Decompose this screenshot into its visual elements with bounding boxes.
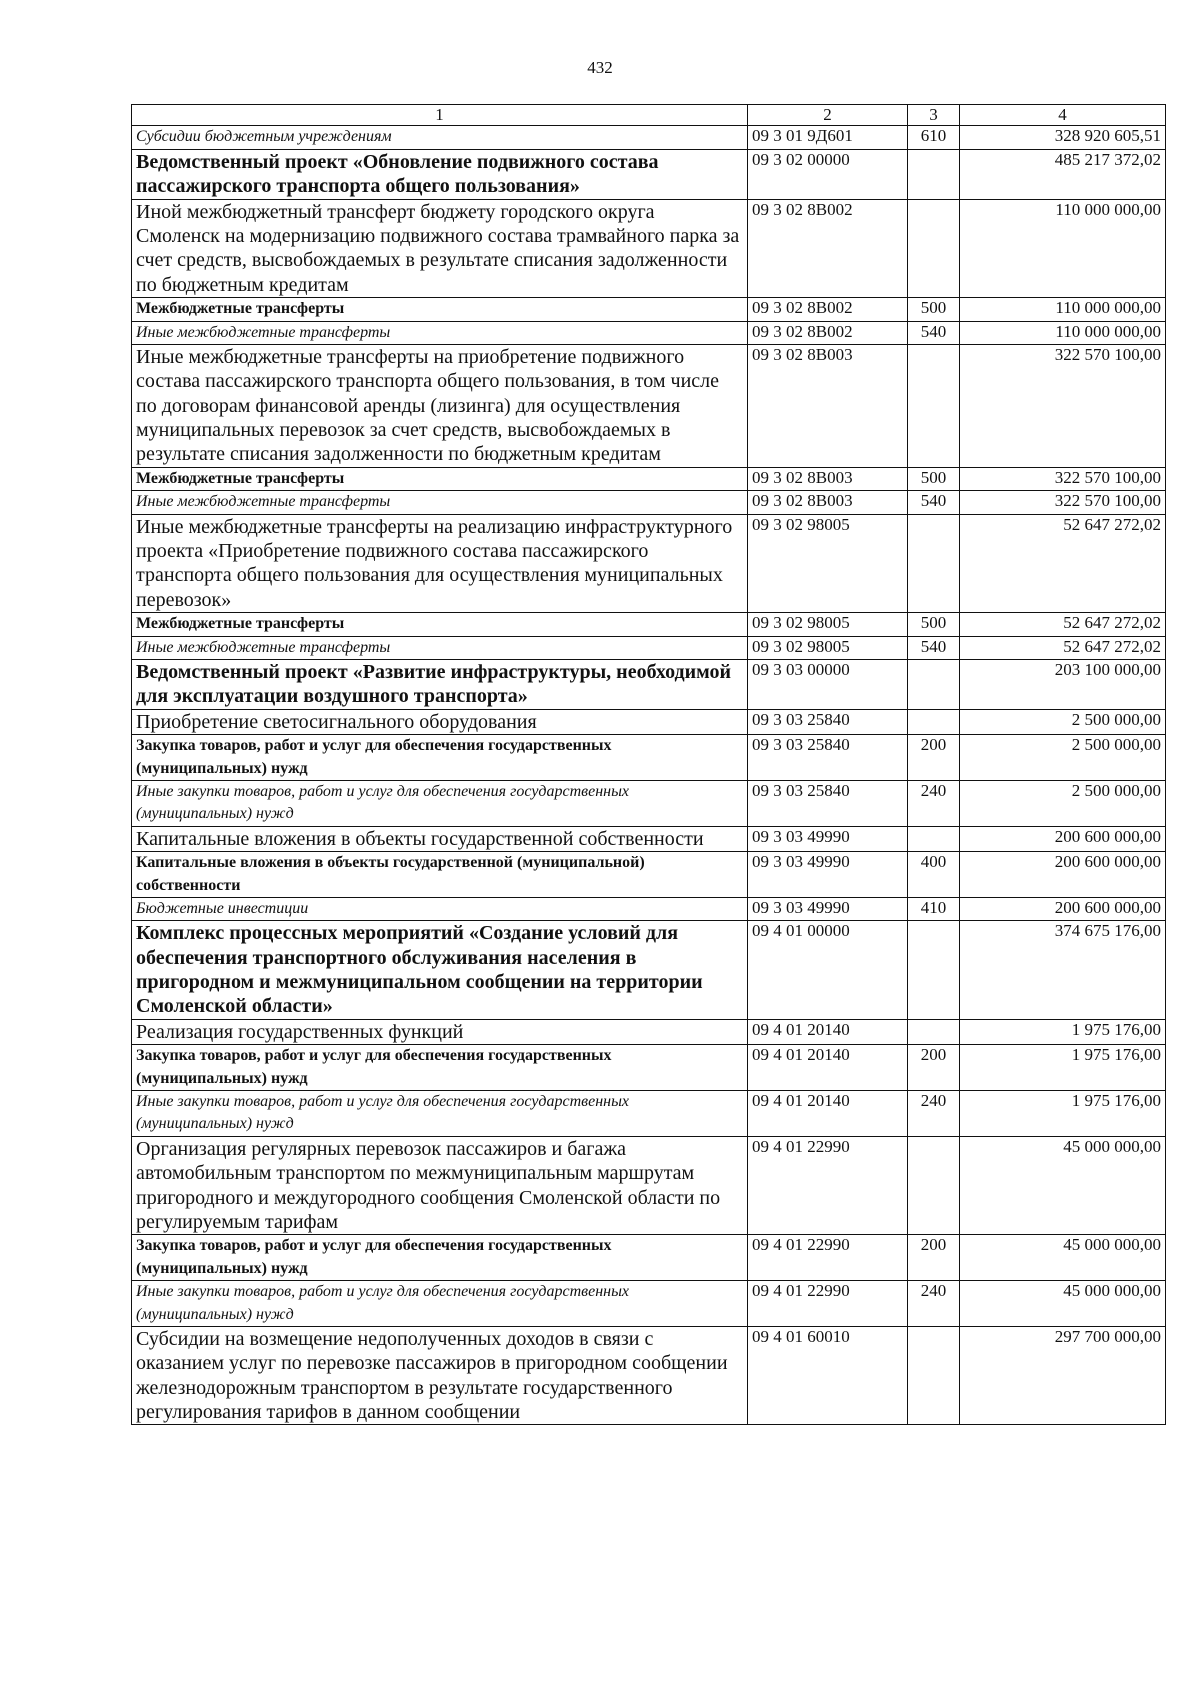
row-amount-cell: 52 647 272,02 (960, 613, 1166, 636)
table-header-row (132, 105, 1166, 126)
table-row (132, 709, 1166, 734)
table-row (132, 1136, 1166, 1235)
row-code-cell: 09 4 01 00000 (748, 921, 908, 1020)
row-amount-cell: 374 675 176,00 (960, 921, 1166, 1020)
row-kind-cell: 410 (908, 897, 960, 920)
row-code-cell: 09 3 02 98005 (748, 514, 908, 613)
row-kind-cell (908, 921, 960, 1020)
row-name-cell: Ведомственный проект «Развитие инфраструктуры, необходимой для эксплуатации воздушного транспорта» (132, 659, 748, 709)
row-code-cell: 09 3 02 8В002 (748, 199, 908, 298)
row-kind-cell (908, 149, 960, 199)
row-name-cell: Субсидии на возмещение недополученных доходов в связи с оказанием услуг по перевозке пассажиров в пригородном сообщении железнодорожным транспортом в результате государственного регулирования тарифов в данном сообщении (132, 1326, 748, 1425)
row-name-cell: Иные межбюджетные трансферты (132, 636, 748, 659)
row-code-cell: 09 4 01 20140 (748, 1091, 908, 1137)
row-kind-cell (908, 199, 960, 298)
row-amount-cell: 52 647 272,02 (960, 636, 1166, 659)
row-amount-cell: 322 570 100,00 (960, 491, 1166, 514)
row-name-cell: Иные закупки товаров, работ и услуг для обеспечения государственных (муниципальных) нужд (132, 1091, 748, 1137)
row-name-cell: Иные межбюджетные трансферты (132, 321, 748, 344)
row-code-cell: 09 3 02 8В003 (748, 467, 908, 490)
row-amount-cell: 2 500 000,00 (960, 735, 1166, 781)
row-name-cell: Иные межбюджетные трансферты (132, 491, 748, 514)
row-kind-cell: 540 (908, 636, 960, 659)
row-kind-cell: 240 (908, 1091, 960, 1137)
row-amount-cell: 1 975 176,00 (960, 1091, 1166, 1137)
row-name-cell: Межбюджетные трансферты (132, 613, 748, 636)
row-code-cell: 09 3 01 9Д601 (748, 126, 908, 149)
row-code-cell: 09 4 01 20140 (748, 1019, 908, 1044)
row-amount-cell: 110 000 000,00 (960, 321, 1166, 344)
row-amount-cell: 485 217 372,02 (960, 149, 1166, 199)
header-col-3: 3 (908, 105, 960, 126)
row-amount-cell: 2 500 000,00 (960, 709, 1166, 734)
row-code-cell: 09 3 03 49990 (748, 897, 908, 920)
row-amount-cell: 322 570 100,00 (960, 467, 1166, 490)
table-row (132, 514, 1166, 613)
row-code-cell: 09 4 01 22990 (748, 1136, 908, 1235)
table-row (132, 1045, 1166, 1091)
row-amount-cell: 200 600 000,00 (960, 897, 1166, 920)
table-row (132, 1091, 1166, 1137)
table-row (132, 467, 1166, 490)
table-row (132, 149, 1166, 199)
row-amount-cell: 45 000 000,00 (960, 1281, 1166, 1327)
row-code-cell: 09 3 02 8В003 (748, 344, 908, 467)
row-kind-cell: 500 (908, 613, 960, 636)
row-kind-cell: 400 (908, 852, 960, 898)
row-code-cell: 09 3 02 8В002 (748, 298, 908, 321)
row-kind-cell: 540 (908, 491, 960, 514)
table-row (132, 126, 1166, 149)
row-kind-cell (908, 1019, 960, 1044)
row-amount-cell: 200 600 000,00 (960, 852, 1166, 898)
row-kind-cell (908, 709, 960, 734)
row-amount-cell: 52 647 272,02 (960, 514, 1166, 613)
table-row (132, 298, 1166, 321)
row-name-cell: Иные межбюджетные трансферты на приобретение подвижного состава пассажирского транспорта общего пользования, в том числе по договорам финансовой аренды (лизинга) для осуществления муниципальных перевозок за счет средств, высвобождаемых в результате списания задолженности по бюджетным кредитам (132, 344, 748, 467)
row-code-cell: 09 3 03 25840 (748, 709, 908, 734)
row-name-cell: Организация регулярных перевозок пассажиров и багажа автомобильным транспортом по межмуниципальным маршрутам пригородного и междугородного сообщения Смоленской области по регулируемым тарифам (132, 1136, 748, 1235)
table-row (132, 852, 1166, 898)
row-kind-cell (908, 1326, 960, 1425)
row-code-cell: 09 4 01 22990 (748, 1235, 908, 1281)
table-row (132, 1019, 1166, 1044)
budget-table (131, 104, 1166, 1425)
table-row (132, 1281, 1166, 1327)
row-amount-cell: 1 975 176,00 (960, 1019, 1166, 1044)
row-code-cell: 09 3 03 49990 (748, 826, 908, 851)
row-amount-cell: 110 000 000,00 (960, 199, 1166, 298)
row-name-cell: Межбюджетные трансферты (132, 298, 748, 321)
table-row (132, 1326, 1166, 1425)
table-row (132, 659, 1166, 709)
table-row (132, 826, 1166, 851)
row-name-cell: Закупка товаров, работ и услуг для обеспечения государственных (муниципальных) нужд (132, 1235, 748, 1281)
table-row (132, 636, 1166, 659)
row-name-cell: Комплекс процессных мероприятий «Создание условий для обеспечения транспортного обслуживания населения в пригородном и межмуниципальном сообщении на территории Смоленской области» (132, 921, 748, 1020)
table-row (132, 321, 1166, 344)
row-kind-cell: 240 (908, 1281, 960, 1327)
row-name-cell: Субсидии бюджетным учреждениям (132, 126, 748, 149)
page-number: 432 (587, 58, 613, 77)
row-kind-cell (908, 344, 960, 467)
row-amount-cell: 322 570 100,00 (960, 344, 1166, 467)
row-name-cell: Приобретение светосигнального оборудования (132, 709, 748, 734)
row-name-cell: Реализация государственных функций (132, 1019, 748, 1044)
table-row (132, 735, 1166, 781)
row-amount-cell: 45 000 000,00 (960, 1136, 1166, 1235)
row-code-cell: 09 3 03 49990 (748, 852, 908, 898)
row-amount-cell: 110 000 000,00 (960, 298, 1166, 321)
table-row (132, 613, 1166, 636)
row-name-cell: Межбюджетные трансферты (132, 467, 748, 490)
row-code-cell: 09 3 02 00000 (748, 149, 908, 199)
table-row (132, 344, 1166, 467)
row-kind-cell: 610 (908, 126, 960, 149)
row-name-cell: Иные закупки товаров, работ и услуг для обеспечения государственных (муниципальных) нужд (132, 1281, 748, 1327)
row-name-cell: Капитальные вложения в объекты государственной (муниципальной) собственности (132, 852, 748, 898)
row-name-cell: Иные межбюджетные трансферты на реализацию инфраструктурного проекта «Приобретение подвижного состава пассажирского транспорта общего пользования для осуществления муниципальных перевозок» (132, 514, 748, 613)
row-kind-cell (908, 826, 960, 851)
row-code-cell: 09 3 02 8В002 (748, 321, 908, 344)
table-row (132, 491, 1166, 514)
row-kind-cell: 540 (908, 321, 960, 344)
row-name-cell: Закупка товаров, работ и услуг для обеспечения государственных (муниципальных) нужд (132, 735, 748, 781)
row-code-cell: 09 3 02 98005 (748, 613, 908, 636)
row-code-cell: 09 3 03 25840 (748, 780, 908, 826)
row-kind-cell: 240 (908, 780, 960, 826)
budget-table-body (132, 105, 1166, 1425)
table-row (132, 780, 1166, 826)
row-amount-cell: 297 700 000,00 (960, 1326, 1166, 1425)
row-amount-cell: 203 100 000,00 (960, 659, 1166, 709)
row-kind-cell (908, 659, 960, 709)
row-name-cell: Закупка товаров, работ и услуг для обеспечения государственных (муниципальных) нужд (132, 1045, 748, 1091)
row-kind-cell: 200 (908, 1045, 960, 1091)
row-name-cell: Иные закупки товаров, работ и услуг для обеспечения государственных (муниципальных) нужд (132, 780, 748, 826)
row-code-cell: 09 4 01 20140 (748, 1045, 908, 1091)
row-name-cell: Капитальные вложения в объекты государственной собственности (132, 826, 748, 851)
row-kind-cell: 500 (908, 298, 960, 321)
row-code-cell: 09 3 02 8В003 (748, 491, 908, 514)
row-amount-cell: 328 920 605,51 (960, 126, 1166, 149)
table-row (132, 921, 1166, 1020)
row-code-cell: 09 4 01 60010 (748, 1326, 908, 1425)
table-row (132, 897, 1166, 920)
row-kind-cell: 200 (908, 1235, 960, 1281)
row-kind-cell: 500 (908, 467, 960, 490)
header-col-4: 4 (960, 105, 1166, 126)
row-name-cell: Иной межбюджетный трансферт бюджету городского округа Смоленск на модернизацию подвижного состава трамвайного парка за счет средств, высвобождаемых в результате списания задолженности по бюджетным кредитам (132, 199, 748, 298)
header-col-1: 1 (132, 105, 748, 126)
row-code-cell: 09 3 03 00000 (748, 659, 908, 709)
table-row (132, 1235, 1166, 1281)
row-name-cell: Ведомственный проект «Обновление подвижного состава пассажирского транспорта общего пользования» (132, 149, 748, 199)
table-row (132, 199, 1166, 298)
row-kind-cell (908, 1136, 960, 1235)
row-kind-cell (908, 514, 960, 613)
row-amount-cell: 200 600 000,00 (960, 826, 1166, 851)
row-code-cell: 09 4 01 22990 (748, 1281, 908, 1327)
row-amount-cell: 45 000 000,00 (960, 1235, 1166, 1281)
row-amount-cell: 1 975 176,00 (960, 1045, 1166, 1091)
header-col-2: 2 (748, 105, 908, 126)
row-kind-cell: 200 (908, 735, 960, 781)
row-name-cell: Бюджетные инвестиции (132, 897, 748, 920)
row-code-cell: 09 3 03 25840 (748, 735, 908, 781)
row-code-cell: 09 3 02 98005 (748, 636, 908, 659)
row-amount-cell: 2 500 000,00 (960, 780, 1166, 826)
